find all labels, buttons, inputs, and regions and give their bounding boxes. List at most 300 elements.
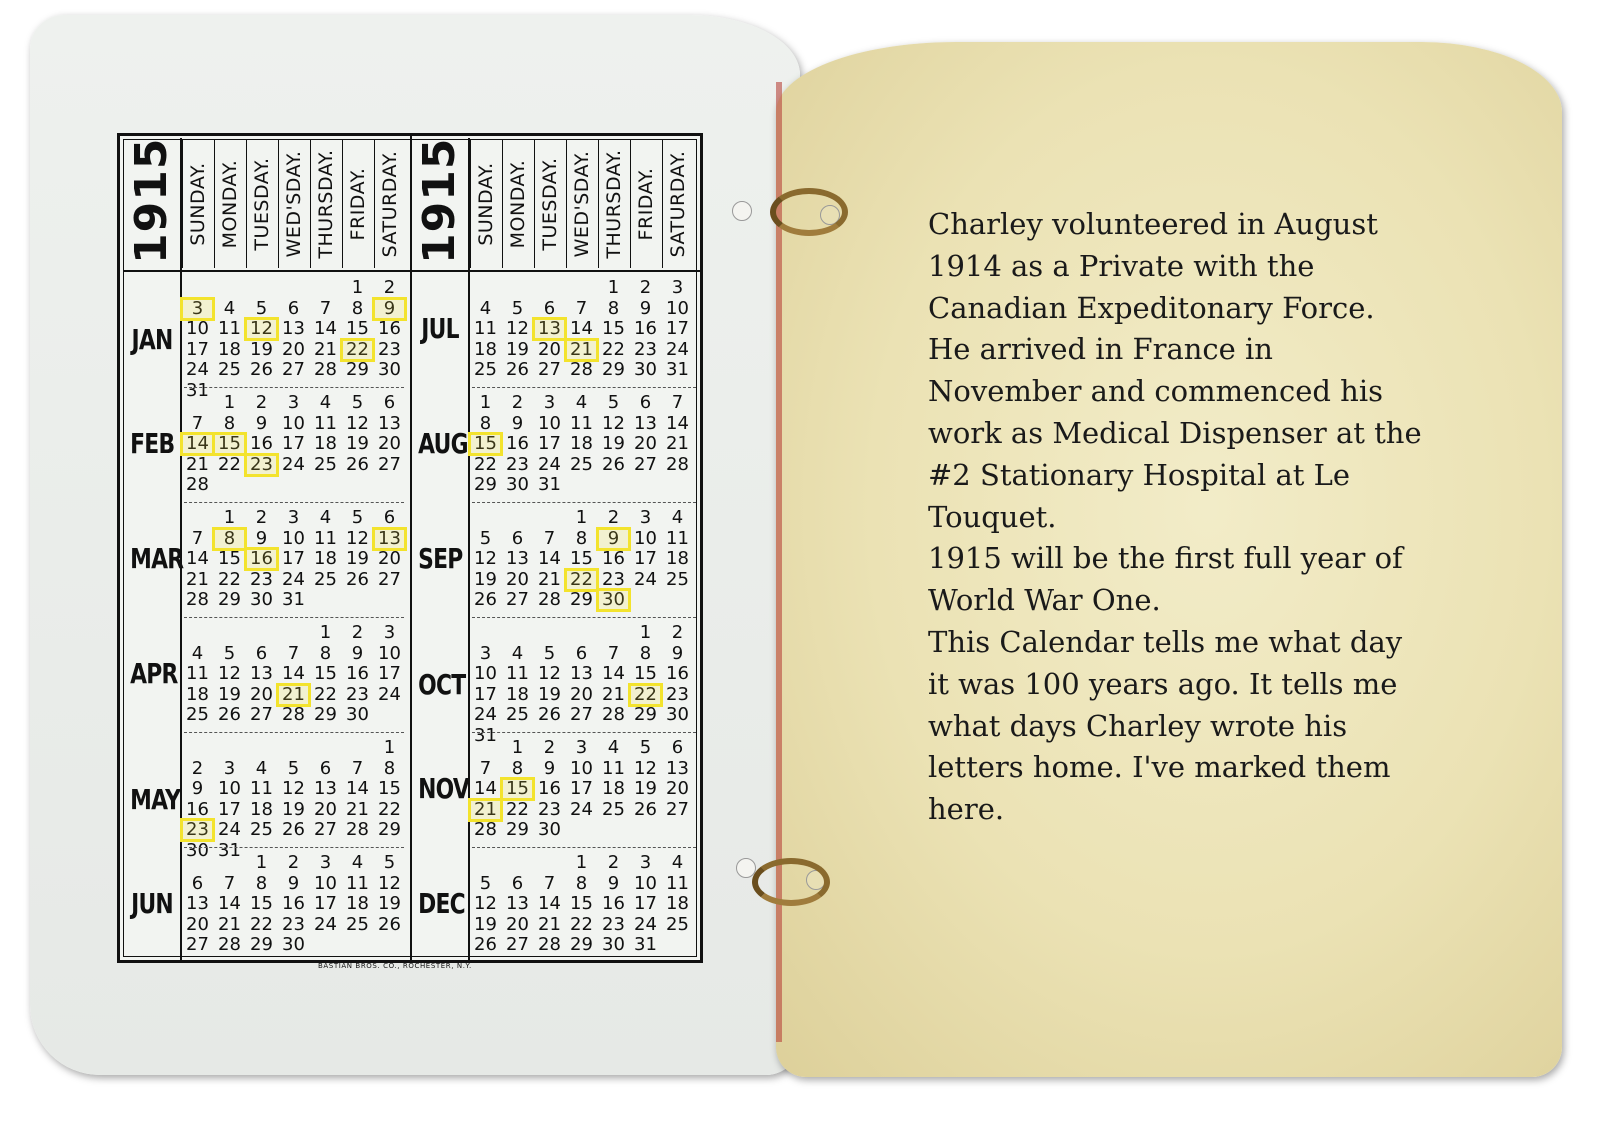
day-cell: 6 [575,642,588,664]
day-cell: 25 [314,568,337,590]
day-cell: 23 [634,338,657,360]
day-cell: 6 [639,392,652,413]
day-cell: 3 [479,642,492,664]
day-cell: 22 [378,798,401,820]
marked-day: 13 [534,319,565,339]
day-cell: 14 [570,318,593,339]
day-cell: 27 [250,704,273,725]
printer-imprint: BASTIAN BROS. CO., ROCHESTER, N.Y. [318,962,472,970]
day-cell: 5 [223,642,236,664]
day-header-monday: MONDAY. [502,140,533,268]
day-cell: 27 [634,453,657,475]
day-header-saturday: SATURDAY. [662,140,693,268]
day-cell: 22 [314,683,337,705]
day-cell: 11 [314,412,337,434]
day-cell: 28 [218,934,241,955]
day-cell: 23 [602,568,625,590]
day-cell: 7 [191,527,204,549]
day-cell: 20 [666,778,689,799]
day-cell: 2 [607,852,620,873]
day-cell: 27 [570,704,593,725]
day-cell: 18 [506,683,529,705]
day-cell: 11 [218,318,241,339]
note-line: This Calendar tells me what day [928,624,1403,659]
day-cell: 17 [218,798,241,820]
marked-day: 21 [278,685,309,705]
day-cell: 3 [575,737,588,758]
day-header-thursday: THURSDAY. [598,140,629,268]
day-cell: 26 [506,359,529,380]
day-cell: 4 [255,757,268,779]
note-line: letters home. I've marked them [928,750,1391,785]
day-cell: 31 [218,839,241,861]
day-cell: 5 [511,297,524,319]
day-cell: 7 [351,757,364,779]
day-cell: 26 [250,359,273,380]
day-cell: 6 [255,642,268,664]
day-cell: 3 [287,507,300,528]
day-cell: 15 [250,893,273,914]
day-cell: 8 [511,757,524,779]
day-cell: 5 [543,642,556,664]
day-cell: 5 [255,297,268,319]
marked-day: 30 [598,590,629,610]
day-cell: 5 [351,392,364,413]
day-cell: 19 [250,338,273,360]
day-cell: 4 [575,392,588,413]
day-cell: 19 [506,338,529,360]
month-label: MAY [130,782,181,816]
month-label: OCT [418,667,466,701]
day-cell: 8 [351,297,364,319]
day-cell: 20 [186,913,209,935]
day-cell: 14 [218,893,241,914]
note-line: Canadian Expeditonary Force. [928,290,1375,325]
day-cell: 14 [474,778,497,799]
day-cell: 6 [319,757,332,779]
day-cell: 6 [191,872,204,894]
month-label: JUN [131,887,173,921]
day-cell: 29 [314,704,337,725]
day-header-thursday: THURSDAY. [310,140,341,268]
day-cell: 18 [474,338,497,360]
calendar-half-jan-jun [124,136,410,960]
day-cell: 28 [186,474,209,495]
day-cell: 23 [346,683,369,705]
day-cell: 23 [602,913,625,935]
day-cell: 12 [346,412,369,434]
day-cell: 30 [666,704,689,725]
month-apr [124,617,410,733]
day-cell: 19 [634,778,657,799]
day-cell: 7 [543,872,556,894]
day-cell: 6 [671,737,684,758]
day-cell: 9 [511,412,524,434]
day-cell: 16 [666,663,689,684]
day-cell: 29 [378,819,401,840]
note-line: Charley volunteered in August [928,207,1378,241]
note-line: 1914 as a Private with the [928,248,1315,283]
binder-ring-top [770,188,848,236]
month-label: FEB [130,427,175,461]
marked-day: 23 [246,455,277,475]
day-cell: 19 [602,433,625,454]
day-cell: 6 [511,872,524,894]
marked-day: 15 [214,434,245,454]
day-cell: 25 [666,568,689,590]
day-cell: 8 [255,872,268,894]
day-cell: 9 [639,297,652,319]
day-cell: 10 [218,778,241,799]
day-cell: 11 [666,527,689,549]
day-cell: 21 [602,683,625,705]
day-cell: 27 [314,819,337,840]
day-cell: 16 [282,893,305,914]
day-cell: 1 [223,392,236,413]
day-cell: 6 [511,527,524,549]
marked-day: 12 [246,319,277,339]
day-cell: 22 [218,568,241,590]
day-cell: 14 [666,412,689,434]
day-cell: 7 [479,757,492,779]
day-cell: 13 [250,663,273,684]
day-cell: 31 [538,474,561,495]
day-cell: 25 [570,453,593,475]
day-cell: 19 [346,548,369,569]
day-cell: 8 [575,527,588,549]
day-cell: 22 [474,453,497,475]
day-cell: 4 [351,852,364,873]
day-cell: 1 [319,622,332,643]
day-cell: 28 [474,819,497,840]
day-cell: 18 [602,778,625,799]
day-cell: 25 [218,359,241,380]
day-header-tuesday: TUESDAY. [534,140,565,268]
day-cell: 26 [474,589,497,610]
day-cell: 29 [570,934,593,955]
day-cell: 24 [218,819,241,840]
marked-day: 15 [470,434,501,454]
day-cell: 18 [186,683,209,705]
day-cell: 7 [543,527,556,549]
day-header-wednesday: WED'SDAY. [278,140,309,268]
day-cell: 24 [538,453,561,475]
day-cell: 19 [474,913,497,935]
day-cell: 12 [346,527,369,549]
day-cell: 31 [474,724,497,746]
day-cell: 22 [250,913,273,935]
day-cell: 24 [282,568,305,590]
day-header-sunday: SUNDAY. [182,140,213,268]
day-cell: 17 [474,683,497,705]
day-cell: 29 [218,589,241,610]
day-cell: 27 [282,359,305,380]
day-cell: 2 [511,392,524,413]
day-cell: 8 [319,642,332,664]
note-line: 1915 will be the first full year of [928,541,1403,576]
month-jul [412,272,702,388]
day-cell: 10 [474,663,497,684]
day-cell: 21 [314,338,337,360]
day-cell: 6 [383,392,396,413]
day-cell: 10 [282,527,305,549]
day-cell: 4 [223,297,236,319]
day-cell: 24 [666,338,689,360]
day-cell: 27 [186,934,209,955]
day-cell: 27 [378,453,401,475]
day-cell: 22 [506,798,529,820]
day-cell: 24 [634,568,657,590]
day-cell: 18 [314,548,337,569]
day-cell: 9 [255,527,268,549]
month-label: NOV [418,772,469,806]
day-cell: 30 [250,589,273,610]
day-cell: 23 [506,453,529,475]
day-cell: 13 [506,893,529,914]
day-cell: 11 [346,872,369,894]
day-cell: 30 [506,474,529,495]
day-cell: 28 [602,704,625,725]
month-nov [412,732,702,848]
day-cell: 17 [186,338,209,360]
binder-hole-top-left [732,201,752,221]
day-cell: 25 [506,704,529,725]
day-cell: 15 [218,548,241,569]
day-cell: 16 [506,433,529,454]
day-cell: 5 [351,507,364,528]
day-cell: 29 [250,934,273,955]
day-cell: 16 [250,433,273,454]
day-cell: 28 [538,934,561,955]
month-label: JUL [421,312,459,346]
note-line: November and commenced his [928,374,1383,409]
month-label: AUG [418,427,468,461]
day-cell: 21 [666,433,689,454]
day-cell: 2 [671,622,684,643]
day-cell: 11 [570,412,593,434]
calendar-half-jul-dec [410,136,702,960]
day-cell: 15 [314,663,337,684]
day-cell: 21 [218,913,241,935]
day-cell: 27 [666,798,689,820]
day-cell: 24 [282,453,305,475]
day-cell: 5 [287,757,300,779]
note-line: World War One. [928,583,1161,618]
day-cell: 14 [282,663,305,684]
day-cell: 10 [666,297,689,319]
note-line: Touquet. [928,499,1057,534]
day-cell: 10 [538,412,561,434]
day-cell: 15 [570,893,593,914]
day-cell: 24 [378,683,401,705]
calendar-header [124,136,410,272]
marked-day: 22 [630,685,661,705]
day-cell: 7 [287,642,300,664]
day-cell: 24 [570,798,593,820]
day-cell: 29 [634,704,657,725]
day-cell: 7 [671,392,684,413]
day-cell: 31 [634,934,657,955]
marked-day: 9 [374,299,405,319]
day-cell: 3 [671,277,684,298]
day-cell: 12 [218,663,241,684]
day-cell: 30 [186,839,209,861]
day-header-saturday: SATURDAY. [374,140,405,268]
day-cell: 16 [346,663,369,684]
months-column-right [412,272,702,962]
day-cell: 15 [602,318,625,339]
day-cell: 16 [378,318,401,339]
binder-ring-bottom [752,858,830,906]
day-cell: 9 [607,872,620,894]
day-cell: 4 [479,297,492,319]
day-cell: 10 [282,412,305,434]
day-cell: 23 [282,913,305,935]
day-header-friday: FRIDAY. [342,140,373,268]
day-cell: 14 [186,548,209,569]
day-cell: 10 [314,872,337,894]
month-label: SEP [418,542,463,576]
day-cell: 25 [314,453,337,475]
months-column-left [124,272,410,962]
day-cell: 26 [474,934,497,955]
day-cell: 18 [666,893,689,914]
marked-day: 3 [182,299,213,319]
day-cell: 25 [250,819,273,840]
day-cell: 17 [570,778,593,799]
day-cell: 22 [218,453,241,475]
day-cell: 21 [346,798,369,820]
day-cell: 7 [223,872,236,894]
day-cell: 1 [223,507,236,528]
day-cell: 30 [282,934,305,955]
note-line: He arrived in France in [928,332,1273,367]
day-cell: 1 [255,852,268,873]
month-aug [412,387,702,503]
day-cell: 12 [602,412,625,434]
day-cell: 25 [602,798,625,820]
day-cell: 12 [634,757,657,779]
day-cell: 24 [634,913,657,935]
note-line: here. [928,792,1005,827]
day-cell: 21 [538,913,561,935]
day-cell: 15 [634,663,657,684]
day-cell: 27 [378,568,401,590]
month-feb [124,387,410,503]
day-cell: 20 [538,338,561,360]
day-cell: 16 [538,778,561,799]
month-label: APR [130,657,178,691]
day-cell: 16 [634,318,657,339]
day-cell: 15 [570,548,593,569]
day-cell: 17 [666,318,689,339]
day-cell: 8 [607,297,620,319]
day-cell: 25 [474,359,497,380]
day-cell: 6 [287,297,300,319]
day-cell: 18 [570,433,593,454]
day-cell: 5 [383,852,396,873]
day-cell: 13 [314,778,337,799]
day-cell: 13 [506,548,529,569]
day-cell: 11 [250,778,273,799]
day-cell: 5 [479,527,492,549]
day-cell: 1 [383,737,396,758]
day-cell: 8 [383,757,396,779]
day-cell: 24 [186,359,209,380]
marked-day: 13 [374,529,405,549]
day-cell: 23 [250,568,273,590]
day-cell: 21 [186,568,209,590]
day-cell: 20 [634,433,657,454]
day-cell: 18 [346,893,369,914]
day-cell: 26 [218,704,241,725]
note-line: work as Medical Dispenser at the [928,415,1422,450]
day-cell: 1 [607,277,620,298]
day-cell: 17 [634,548,657,569]
year-label: 1915 [414,137,465,264]
day-cell: 14 [602,663,625,684]
day-cell: 7 [575,297,588,319]
day-cell: 25 [666,913,689,935]
day-cell: 26 [538,704,561,725]
day-cell: 2 [543,737,556,758]
day-cell: 14 [314,318,337,339]
day-cell: 15 [378,778,401,799]
day-cell: 3 [543,392,556,413]
day-cell: 10 [186,318,209,339]
day-cell: 27 [506,589,529,610]
day-cell: 2 [287,852,300,873]
day-cell: 13 [378,412,401,434]
day-cell: 23 [538,798,561,820]
month-dec [412,847,702,963]
day-cell: 20 [250,683,273,705]
day-cell: 9 [543,757,556,779]
day-cell: 20 [506,568,529,590]
calendar-header [412,136,702,272]
day-cell: 29 [570,589,593,610]
day-cell: 30 [538,819,561,840]
day-cell: 1 [639,622,652,643]
day-cell: 10 [634,872,657,894]
day-cell: 2 [607,507,620,528]
day-cell: 7 [607,642,620,664]
day-cell: 1 [575,507,588,528]
day-cell: 23 [378,338,401,360]
month-label: JAN [131,322,173,356]
day-cell: 20 [570,683,593,705]
day-cell: 5 [479,872,492,894]
day-cell: 26 [346,453,369,475]
day-cell: 29 [346,359,369,380]
day-cell: 26 [634,798,657,820]
day-cell: 14 [538,893,561,914]
day-cell: 20 [378,433,401,454]
day-cell: 17 [282,433,305,454]
day-cell: 15 [346,318,369,339]
day-cell: 2 [351,622,364,643]
marked-day: 21 [470,800,501,820]
day-cell: 13 [634,412,657,434]
day-header-friday: FRIDAY. [630,140,661,268]
day-cell: 17 [378,663,401,684]
day-cell: 20 [378,548,401,569]
month-label: MAR [130,542,184,576]
day-cell: 1 [575,852,588,873]
marked-day: 22 [342,340,373,360]
day-cell: 8 [639,642,652,664]
day-cell: 19 [346,433,369,454]
